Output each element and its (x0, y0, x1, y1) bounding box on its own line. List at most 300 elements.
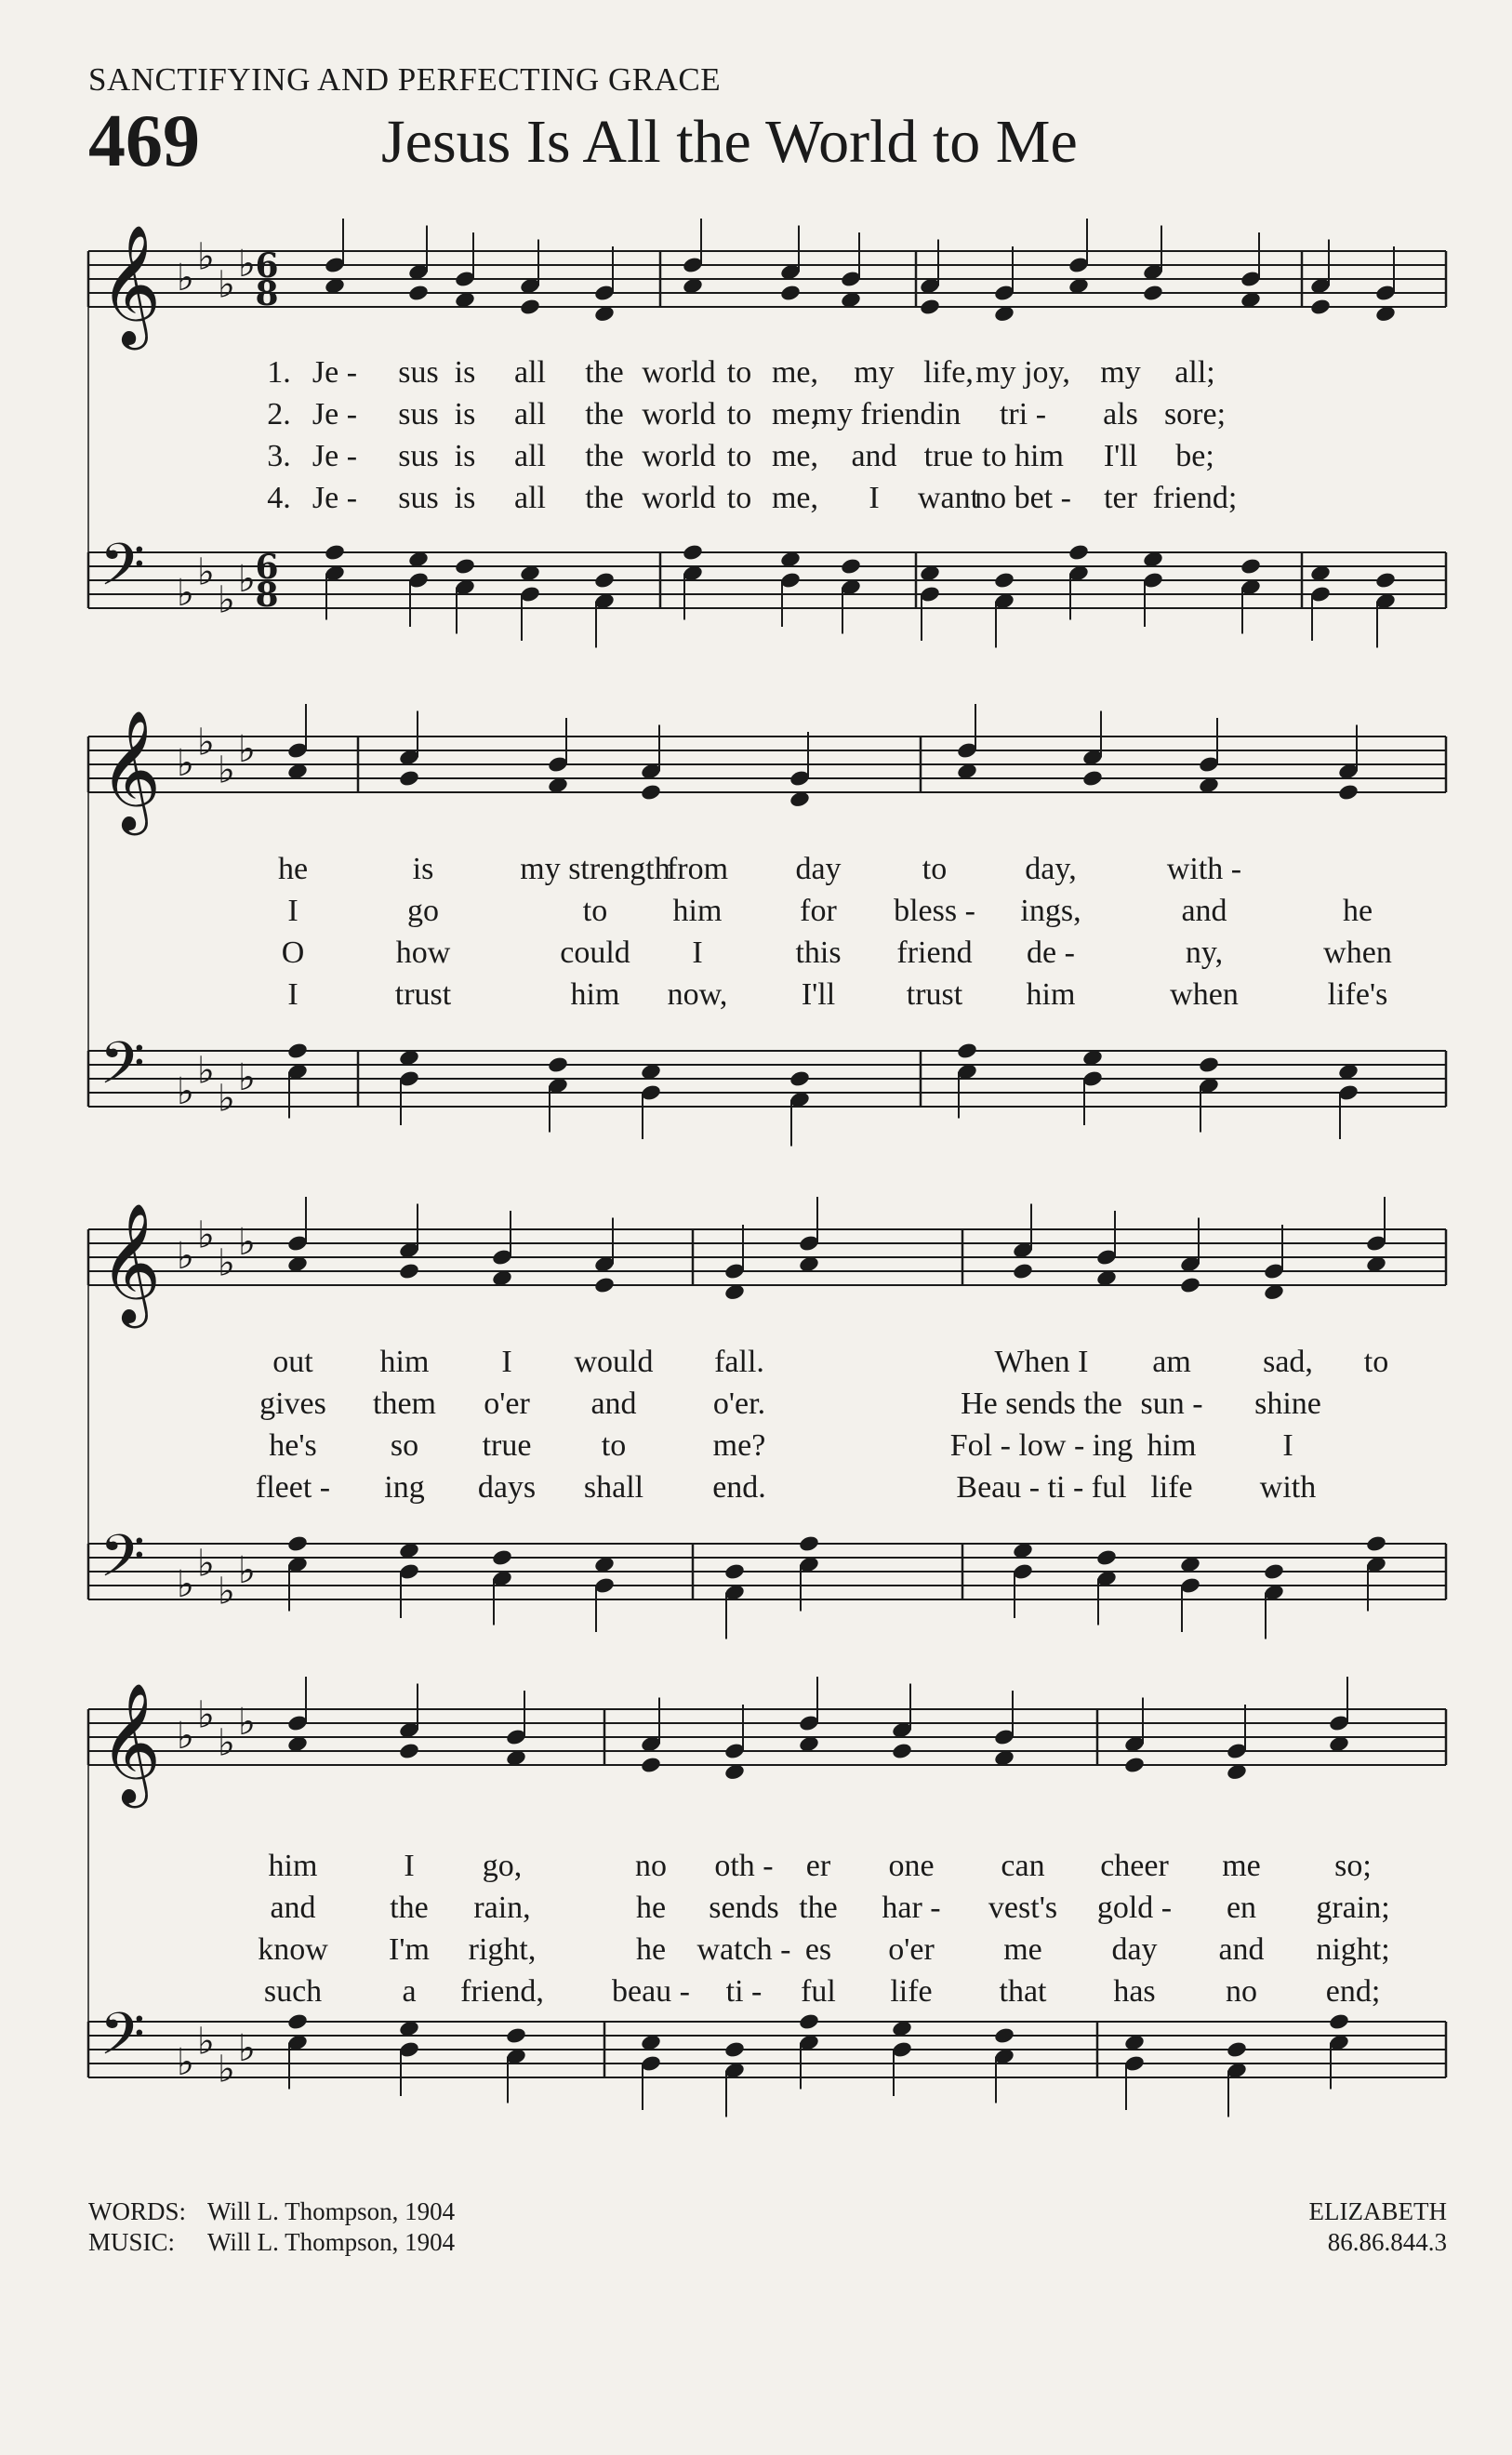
treble-clef-icon: 𝄞 (99, 1202, 162, 1323)
lyric-syllable: ny, (1185, 936, 1224, 970)
note-icon (1263, 1225, 1285, 1301)
lyric-syllable: ful (801, 1974, 836, 2009)
flat-icon: ♭ (197, 2020, 215, 2064)
lyric-syllable: him (268, 1849, 318, 1883)
note-icon (993, 2026, 1015, 2103)
flat-icon: ♭ (218, 263, 235, 307)
lyric-syllable: when (1323, 936, 1392, 970)
lyric-syllable: Je - (312, 355, 358, 390)
note-icon (1142, 226, 1164, 302)
bass-staff (88, 1999, 1446, 2117)
flat-icon: ♭ (197, 1214, 215, 1257)
lyric-syllable: de - (1027, 936, 1075, 970)
bass-clef-icon: 𝄢 (99, 1999, 145, 2082)
lyric-syllable: life's (1327, 977, 1388, 1012)
lyric-syllable: life (1150, 1470, 1193, 1505)
note-icon (1123, 2034, 1146, 2110)
note-icon (779, 226, 802, 302)
lyric-syllable: rain, (473, 1891, 531, 1925)
note-icon (723, 1562, 746, 1639)
note-icon (789, 732, 811, 808)
note-icon (891, 2020, 913, 2096)
lyric-syllable: my joy, (975, 355, 1070, 390)
lyric-syllable: me, (771, 397, 819, 431)
lyric-syllable: night; (1316, 1932, 1390, 1967)
flat-icon: ♭ (177, 742, 194, 785)
bass-staff (88, 530, 1446, 648)
lyric-syllable: end. (712, 1470, 766, 1505)
lyric-syllable: day (795, 852, 842, 886)
lyric-syllable: world (642, 481, 716, 515)
note-icon (1179, 1556, 1201, 1632)
note-icon (593, 1556, 616, 1632)
lyric-syllable: day, (1025, 852, 1077, 886)
lyric-syllable: har - (882, 1891, 941, 1925)
lyric-syllable: I (287, 894, 298, 928)
note-icon (286, 704, 309, 780)
bass-clef-icon: 𝄢 (99, 1521, 145, 1604)
lyric-syllable: go, (482, 1849, 523, 1883)
lyric-syllable: with (1259, 1470, 1317, 1505)
lyric-syllable: and (590, 1387, 637, 1421)
note-icon (286, 1197, 309, 1273)
note-icon (1068, 219, 1090, 295)
lyric-syllable: my (1100, 355, 1141, 390)
lyric-syllable: er (805, 1849, 831, 1883)
lyric-syllable: en (1226, 1891, 1257, 1925)
lyric-syllable: ter (1104, 481, 1137, 515)
treble-clef-icon: 𝄞 (99, 1682, 162, 1803)
note-icon (1095, 1548, 1118, 1625)
lyric-syllable: all (514, 439, 546, 473)
lyric-syllable: and (851, 439, 897, 473)
lyric-syllable: me? (712, 1428, 766, 1463)
flat-icon: ♭ (238, 243, 256, 285)
lyric-syllable: friend (896, 936, 973, 970)
flat-icon: ♭ (238, 558, 256, 601)
bass-staff (88, 1028, 1446, 1147)
lyric-syllable: sus (398, 481, 439, 515)
time-signature-bottom: 8 (255, 274, 279, 313)
lyric-syllable: fall. (714, 1345, 764, 1379)
system-2 (0, 699, 1512, 1162)
note-icon (1374, 571, 1397, 647)
note-icon (505, 1691, 527, 1767)
note-icon (1012, 1542, 1034, 1618)
note-icon (956, 704, 978, 780)
tune-info (1309, 2196, 1447, 2258)
lyric-syllable: Je - (312, 481, 358, 515)
note-icon (398, 2020, 420, 2096)
flat-icon: ♭ (197, 235, 215, 279)
note-icon (640, 1063, 662, 1139)
flat-icon: ♭ (177, 1715, 194, 1758)
lyric-syllable: true (923, 439, 974, 473)
lyric-syllable: and (1181, 894, 1227, 928)
flat-icon: ♭ (238, 1701, 256, 1744)
flat-icon: ♭ (218, 2048, 235, 2091)
lyric-syllable: als (1103, 397, 1138, 431)
time-signature-bottom: 8 (255, 576, 279, 615)
note-icon (789, 1069, 811, 1146)
lyric-syllable: with - (1166, 852, 1242, 886)
treble-clef-icon: 𝄞 (99, 224, 162, 345)
note-icon (547, 1055, 569, 1132)
lyric-syllable: sun - (1140, 1387, 1203, 1421)
treble-clef-icon: 𝄞 (99, 710, 162, 830)
lyric-syllable: oth - (714, 1849, 774, 1883)
lyric-syllable: is (454, 439, 476, 473)
lyric-syllable: me, (771, 481, 819, 515)
lyric-syllable: no (1226, 1974, 1257, 2009)
lyric-syllable: and (1218, 1932, 1265, 1967)
note-icon (1226, 2040, 1248, 2117)
note-icon (1095, 1211, 1118, 1287)
lyric-syllable: know (258, 1932, 328, 1967)
note-icon (407, 551, 430, 627)
lyric-syllable: trust (906, 977, 963, 1012)
lyric-syllable: this (795, 936, 842, 970)
lyric-syllable: him (1026, 977, 1076, 1012)
lyric-syllable: the (799, 1891, 838, 1925)
lyric-syllable: all (514, 355, 546, 390)
lyric-syllable: gold - (1096, 1891, 1173, 1925)
lyric-syllable: I (287, 977, 298, 1012)
note-icon (398, 711, 420, 788)
lyric-syllable: sore; (1163, 397, 1227, 431)
note-icon (723, 1225, 746, 1301)
note-icon (1309, 564, 1332, 641)
system-3 (0, 1192, 1512, 1655)
note-icon (1374, 246, 1397, 323)
lyric-syllable: I'm (389, 1932, 430, 1967)
lyric-syllable: them (373, 1387, 436, 1421)
lyric-syllable: a (402, 1974, 417, 2009)
treble-staff (88, 704, 1446, 836)
lyric-syllable: to (726, 355, 752, 390)
lyric-syllable: want (917, 481, 980, 515)
flat-icon: ♭ (238, 1221, 256, 1264)
lyric-syllable: ti - (725, 1974, 763, 2009)
note-icon (1240, 557, 1262, 633)
lyric-syllable: am (1152, 1345, 1191, 1379)
lyric-syllable: I (501, 1345, 512, 1379)
note-icon (547, 718, 569, 794)
flat-icon: ♭ (197, 721, 215, 764)
note-icon (723, 2040, 746, 2117)
note-icon (491, 1211, 513, 1287)
flat-icon: ♭ (177, 257, 194, 299)
note-icon (505, 2026, 527, 2103)
lyric-syllable: the (585, 481, 624, 515)
time-signature-top: 6 (255, 548, 279, 587)
lyric-syllable: to (582, 894, 608, 928)
lyric-syllable: right, (468, 1932, 537, 1967)
note-icon (640, 2034, 662, 2110)
lyric-syllable: is (412, 852, 434, 886)
flat-icon: ♭ (197, 551, 215, 594)
note-icon (1328, 1677, 1350, 1753)
lyric-syllable: ings, (1020, 894, 1081, 928)
lyric-syllable: I (404, 1849, 415, 1883)
lyric-syllable: for (800, 894, 837, 928)
note-icon (398, 1204, 420, 1281)
lyric-syllable: world (642, 397, 716, 431)
lyric-syllable: fleet - (255, 1470, 331, 1505)
lyric-syllable: the (585, 397, 624, 431)
note-icon (919, 564, 941, 641)
lyric-syllable: sus (398, 439, 439, 473)
lyric-syllable: so (390, 1428, 419, 1463)
lyric-syllable: 1. (267, 355, 291, 390)
flat-icon: ♭ (218, 1077, 235, 1121)
flat-icon: ♭ (177, 1070, 194, 1113)
lyric-syllable: him (672, 894, 723, 928)
lyric-syllable: is (454, 481, 476, 515)
system-1 (0, 214, 1512, 664)
lyric-syllable: him (570, 977, 620, 1012)
note-icon (1365, 1197, 1387, 1273)
lyric-syllable: watch - (696, 1932, 791, 1967)
lyric-syllable: one (888, 1849, 935, 1883)
note-icon (454, 232, 476, 309)
note-icon (1226, 1705, 1248, 1781)
note-icon (1263, 1562, 1285, 1639)
lyric-syllable: When I (994, 1345, 1089, 1379)
lyric-syllable: I (692, 936, 703, 970)
note-icon (519, 564, 541, 641)
flat-icon: ♭ (238, 728, 256, 771)
hymn-title: Jesus Is All the World to Me (381, 108, 1078, 176)
bass-staff (88, 1521, 1446, 1639)
flat-icon: ♭ (197, 1049, 215, 1093)
lyric-syllable: out (272, 1345, 313, 1379)
lyric-syllable: he's (269, 1428, 317, 1463)
lyric-syllable: friend; (1152, 481, 1238, 515)
lyric-syllable: the (585, 355, 624, 390)
lyric-syllable: when (1170, 977, 1239, 1012)
hymn-number: 469 (88, 100, 200, 182)
lyric-syllable: O (281, 936, 305, 970)
note-icon (1142, 551, 1164, 627)
lyric-syllable: to him (982, 439, 1064, 473)
bass-clef-icon: 𝄢 (99, 1028, 145, 1111)
lyric-syllable: is (454, 397, 476, 431)
lyric-syllable: all; (1174, 355, 1215, 390)
music-credit: Will L. Thompson, 1904 (207, 2228, 456, 2256)
flat-icon: ♭ (218, 1721, 235, 1765)
lyric-syllable: 4. (267, 481, 291, 515)
lyric-syllable: sad, (1263, 1345, 1313, 1379)
lyric-syllable: all (514, 481, 546, 515)
lyric-syllable: o'er (888, 1932, 935, 1967)
words-credit: Will L. Thompson, 1904 (207, 2197, 456, 2225)
note-icon (1337, 1063, 1359, 1139)
lyric-syllable: vest's (988, 1891, 1058, 1925)
note-icon (1240, 232, 1262, 309)
note-icon (840, 232, 862, 309)
credits (88, 2196, 455, 2258)
lyric-syllable: bless - (894, 894, 975, 928)
lyric-syllable: grain; (1316, 1891, 1390, 1925)
lyric-syllable: go (407, 894, 439, 928)
flat-icon: ♭ (197, 1693, 215, 1737)
note-icon (993, 1691, 1015, 1767)
note-icon (1198, 718, 1220, 794)
lyric-syllable: him (1147, 1428, 1197, 1463)
lyric-syllable: be; (1175, 439, 1214, 473)
flat-icon: ♭ (238, 2027, 256, 2070)
note-icon (779, 551, 802, 627)
lyric-syllable: my friend (812, 397, 936, 431)
lyric-syllable: so; (1334, 1849, 1372, 1883)
lyric-syllable: to (922, 852, 948, 886)
lyric-syllable: shine (1254, 1387, 1321, 1421)
note-icon (398, 1684, 420, 1760)
lyric-syllable: him (379, 1345, 430, 1379)
flat-icon: ♭ (177, 1563, 194, 1606)
lyric-syllable: no (635, 1849, 667, 1883)
lyric-syllable: o'er (484, 1387, 530, 1421)
lyric-syllable: friend, (460, 1974, 544, 2009)
lyric-syllable: world (642, 355, 716, 390)
note-icon (993, 246, 1015, 323)
note-icon (798, 1677, 820, 1753)
lyric-syllable: days (477, 1470, 537, 1505)
lyric-syllable: Fol - low - ing (949, 1428, 1134, 1463)
lyric-syllable: es (804, 1932, 832, 1967)
lyric-syllable: to (1363, 1345, 1389, 1379)
flat-icon: ♭ (177, 1235, 194, 1278)
lyric-syllable: has (1113, 1974, 1156, 2009)
lyric-syllable: Je - (312, 397, 358, 431)
flat-icon: ♭ (197, 1542, 215, 1586)
flat-icon: ♭ (218, 1570, 235, 1613)
note-icon (491, 1548, 513, 1625)
lyric-syllable: I (1282, 1428, 1293, 1463)
flat-icon: ♭ (218, 578, 235, 622)
flat-icon: ♭ (238, 1549, 256, 1592)
lyric-syllable: to (726, 439, 752, 473)
note-icon (798, 1197, 820, 1273)
lyric-syllable: the (390, 1891, 429, 1925)
lyric-syllable: could (560, 936, 630, 970)
lyric-syllable: I'll (801, 977, 836, 1012)
lyric-syllable: me, (771, 439, 819, 473)
note-icon (891, 1684, 913, 1760)
words-label: WORDS: (88, 2197, 187, 2225)
flat-icon: ♭ (238, 1056, 256, 1099)
lyric-syllable: that (999, 1974, 1047, 2009)
lyric-syllable: tri - (999, 397, 1047, 431)
lyric-syllable: Beau - ti - ful (956, 1470, 1127, 1505)
note-icon (407, 226, 430, 302)
lyric-syllable: ing (384, 1470, 425, 1505)
lyric-syllable: world (642, 439, 716, 473)
lyric-syllable: my (854, 355, 895, 390)
music-label: MUSIC: (88, 2228, 176, 2256)
lyric-syllable: sends (709, 1891, 779, 1925)
tune-meter: 86.86.844.3 (1327, 2228, 1447, 2256)
note-icon (993, 571, 1015, 647)
lyric-syllable: is (454, 355, 476, 390)
note-icon (1081, 1049, 1104, 1125)
lyric-syllable: can (1001, 1849, 1045, 1883)
treble-staff (88, 219, 1446, 351)
flat-icon: ♭ (218, 1241, 235, 1285)
lyric-syllable: I'll (1103, 439, 1138, 473)
section-heading: SANCTIFYING AND PERFECTING GRACE (88, 61, 722, 98)
note-icon (682, 219, 704, 295)
lyric-syllable: to (726, 481, 752, 515)
lyric-syllable: to (726, 397, 752, 431)
lyric-syllable: he (1342, 894, 1373, 928)
lyric-syllable: shall (583, 1470, 644, 1505)
time-signature-top: 6 (255, 246, 279, 285)
treble-staff (88, 1197, 1446, 1329)
flat-icon: ♭ (177, 572, 194, 615)
lyric-syllable: gives (259, 1387, 326, 1421)
lyric-syllable: cheer (1100, 1849, 1169, 1883)
lyric-syllable: now, (667, 977, 728, 1012)
lyric-syllable: He sends the (961, 1387, 1122, 1421)
bass-clef-icon: 𝄢 (99, 530, 145, 613)
lyric-syllable: he (635, 1891, 667, 1925)
lyric-syllable: how (395, 936, 451, 970)
lyric-syllable: end; (1325, 1974, 1381, 2009)
treble-staff (88, 1677, 1446, 1809)
lyric-syllable: 3. (267, 439, 291, 473)
lyric-syllable: to (601, 1428, 627, 1463)
lyric-syllable: me (1003, 1932, 1042, 1967)
lyric-syllable: life, (923, 355, 974, 390)
flat-icon: ♭ (177, 2041, 194, 2084)
note-icon (286, 1677, 309, 1753)
note-icon (1081, 711, 1104, 788)
note-icon (398, 1542, 420, 1618)
note-icon (593, 246, 616, 323)
lyric-syllable: life (890, 1974, 933, 2009)
note-icon (398, 1049, 420, 1125)
lyric-syllable: all (514, 397, 546, 431)
lyric-syllable: sus (398, 355, 439, 390)
lyric-syllable: beau - (611, 1974, 691, 2009)
note-icon (723, 1705, 746, 1781)
lyric-syllable: trust (394, 977, 452, 1012)
lyric-syllable: in (935, 397, 962, 431)
lyric-syllable: me (1222, 1849, 1261, 1883)
flat-icon: ♭ (218, 749, 235, 792)
lyric-syllable: I (869, 481, 880, 515)
lyric-syllable: 2. (267, 397, 291, 431)
lyric-syllable: he (635, 1932, 667, 1967)
lyric-syllable: he (277, 852, 309, 886)
lyric-syllable: true (482, 1428, 532, 1463)
lyric-syllable: my strength (520, 852, 670, 886)
tune-name: ELIZABETH (1308, 2197, 1447, 2225)
lyric-syllable: and (270, 1891, 316, 1925)
lyric-syllable: me, (771, 355, 819, 390)
lyric-syllable: would (574, 1345, 654, 1379)
lyric-syllable: the (585, 439, 624, 473)
note-icon (593, 571, 616, 647)
lyric-syllable: no bet - (975, 481, 1071, 515)
lyric-syllable: such (263, 1974, 323, 2009)
lyric-syllable: o'er. (712, 1387, 766, 1421)
note-icon (454, 557, 476, 633)
lyric-syllable: from (666, 852, 729, 886)
note-icon (1012, 1204, 1034, 1281)
